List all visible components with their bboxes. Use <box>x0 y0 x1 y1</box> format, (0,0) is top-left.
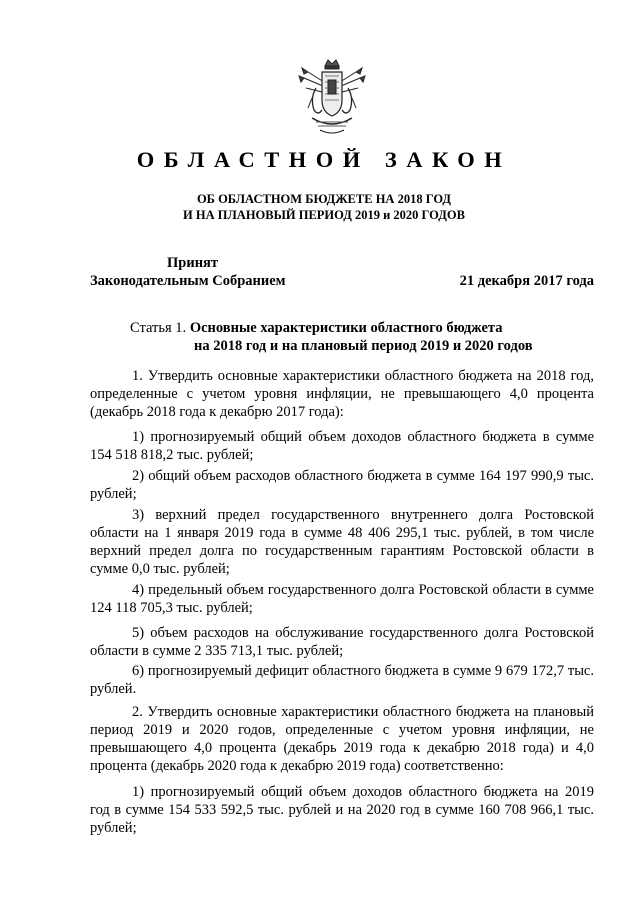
paragraph-1-item-3: 3) верхний предел государственного внутреннего долга Ростовской области на 1 января 2019 года в сумме 48 406 295,1 тыс. рублей, в том числе верхний предел долга по государственным гарантиям Ростовской области в сумме 0,0 тыс. рублей; <box>90 507 594 577</box>
subtitle-line-2: И НА ПЛАНОВЫЙ ПЕРИОД 2019 и 2020 ГОДОВ <box>183 208 465 222</box>
adoption-date: 21 декабря 2017 года <box>459 273 594 289</box>
adopted-by: Законодательным Собранием <box>90 273 286 289</box>
article-prefix: Статья 1. <box>130 320 187 336</box>
paragraph-1-item-1: 1) прогнозируемый общий объем доходов областного бюджета в сумме 154 518 818,2 тыс. рублей; <box>90 429 594 463</box>
paragraph-1: 1. Утвердить основные характеристики областного бюджета на 2018 год, определенные с учетом уровня инфляции, не превышающего 4,0 процента (декабрь 2018 года к декабрю 2017 года): <box>90 368 594 420</box>
paragraph-1-item-6: 6) прогнозируемый дефицит областного бюджета в сумме 9 679 172,7 тыс. рублей. <box>90 663 594 697</box>
paragraph-2: 2. Утвердить основные характеристики областного бюджета на плановый период 2019 и 2020 годов, определенные с учетом уровня инфляции, не превышающего 4,0 процента (декабрь 2019 года к декабрю 2018 года) и 4,0 процента (декабрь 2020 года к декабрю 2019 года) соответственно: <box>90 704 594 774</box>
paragraph-2-item-1: 1) прогнозируемый общий объем доходов областного бюджета на 2019 год в сумме 154 533 592,5 тыс. рублей и на 2020 год в сумме 160 708 966,1 тыс. рублей; <box>90 784 594 836</box>
paragraph-1-item-5: 5) объем расходов на обслуживание государственного долга Ростовской области в сумме 2 335 713,1 тыс. рублей; <box>90 625 594 659</box>
article-title-line-1: Основные характеристики областного бюджета <box>189 320 503 336</box>
rostov-oblast-coat-of-arms-icon <box>298 58 366 140</box>
adopted-label: Принят <box>167 255 219 271</box>
paragraph-1-item-4: 4) предельный объем государственного долга Ростовской области в сумме 124 118 705,3 тыс. рублей; <box>90 582 594 616</box>
paragraph-1-item-2: 2) общий объем расходов областного бюджета в сумме 164 197 990,9 тыс. рублей; <box>90 468 594 502</box>
article-title-line-2: на 2018 год и на плановый период 2019 и 2020 годов <box>194 338 533 354</box>
subtitle-line-1: ОБ ОБЛАСТНОМ БЮДЖЕТЕ НА 2018 ГОД <box>196 192 452 206</box>
document-title: ОБЛАСТНОЙ ЗАКОН <box>136 147 512 172</box>
